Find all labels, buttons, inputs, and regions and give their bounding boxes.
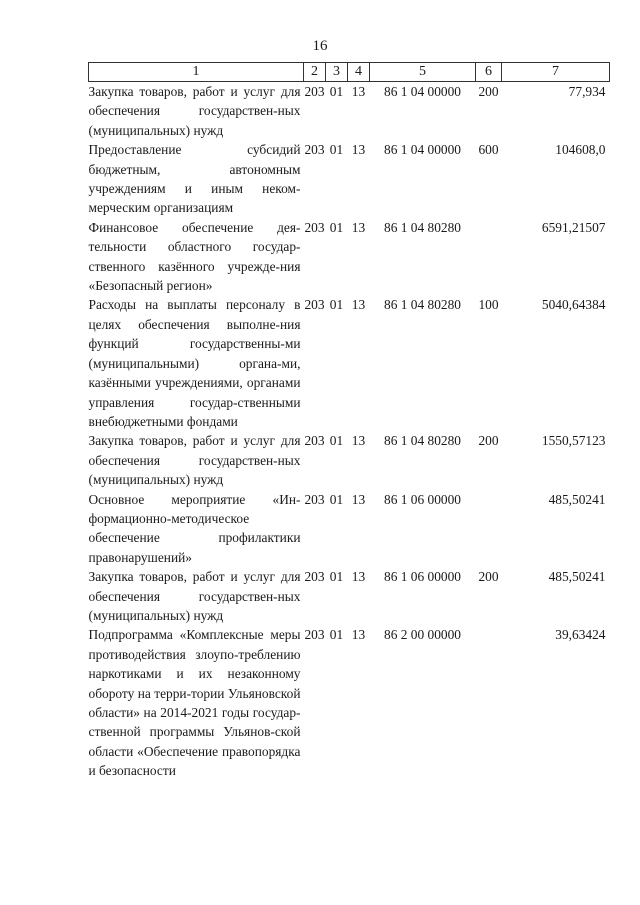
row-code-5-cell: 86 1 04 80280 [384,433,461,449]
table-row [89,490,610,568]
header-row [89,63,610,82]
row-name-cell: Подпрограмма «Комплексные меры противодействия злоупо-треблению наркотиками и их незаконному обороту на терри-тории Ульяновской области» на 2014-2021 годы государ-ственной программы Ульянов-ской области «Обеспечение правопорядка и безопасности [88,627,301,779]
header-cell: 5 [370,63,476,82]
row-code-3-cell: 01 [329,219,344,235]
row-name-cell: Предоставление субсидий бюджетным, автономным учреждениям и иным неком-мерческим организациям [88,142,301,216]
row-code-2-cell: 203 [304,297,325,313]
row-code-5-cell: 86 1 04 00000 [384,84,461,99]
row-amount-cell: 77,934 [568,84,606,99]
row-code-6-cell: 200 [478,84,499,99]
row-code-5-cell: 86 1 04 80280 [384,297,461,313]
row-amount-cell: 485,50241 [548,569,606,585]
row-code-4-cell: 13 [351,297,366,313]
row-code-3-cell: 01 [329,297,344,313]
row-code-6-cell: 600 [478,142,499,158]
header-cell: 6 [476,63,502,82]
row-amount-cell: 485,50241 [548,491,606,507]
row-amount-cell: 1550,57123 [541,433,606,449]
row-amount-cell: 104608,0 [555,142,606,158]
row-amount-cell: 39,63424 [555,627,606,643]
table-row [89,625,610,780]
row-code-5-cell: 86 1 06 00000 [384,569,461,585]
row-code-4-cell: 13 [351,627,366,643]
header-cell: 3 [326,63,348,82]
page-number: 16 [312,38,328,54]
row-code-6-cell [476,490,502,568]
row-code-4-cell: 13 [351,569,366,585]
table-row [89,82,610,141]
row-code-4-cell: 13 [351,219,366,235]
row-name-cell: Основное мероприятие «Ин-формационно-методическое обеспечение профилактики правонарушений» [88,491,301,565]
row-code-3-cell: 01 [329,627,344,643]
table-row [89,567,610,625]
row-code-3-cell: 01 [329,569,344,585]
row-code-6-cell [476,218,502,296]
row-code-2-cell: 203 [304,627,325,643]
header-cell: 7 [502,63,610,82]
row-code-5-cell: 86 1 06 00000 [384,491,461,507]
header-cell: 4 [348,63,370,82]
row-code-6-cell [476,625,502,780]
row-code-4-cell: 13 [351,433,366,449]
row-code-2-cell: 203 [304,84,325,99]
row-name-cell: Закупка товаров, работ и услуг для обеспечения государствен-ных (муниципальных) нужд [88,569,301,623]
row-code-2-cell: 203 [304,142,325,158]
row-code-3-cell: 01 [329,142,344,158]
row-code-2-cell: 203 [304,491,325,507]
table-body [89,82,610,781]
budget-table [88,62,610,781]
header-cell: 2 [304,63,326,82]
row-code-3-cell: 01 [329,491,344,507]
table-row [89,431,610,489]
row-name-cell: Закупка товаров, работ и услуг для обеспечения государствен-ных (муниципальных) нужд [88,433,301,488]
row-code-4-cell: 13 [351,491,366,507]
table-row [89,140,610,218]
row-code-6-cell: 100 [478,297,499,313]
row-code-3-cell: 01 [329,433,344,449]
row-code-5-cell: 86 1 04 80280 [384,219,461,235]
header-cell: 1 [89,63,304,82]
row-code-5-cell: 86 1 04 00000 [384,142,461,158]
table-row [89,218,610,296]
row-code-2-cell: 203 [304,219,325,235]
table-row [89,295,610,431]
row-name-cell: Финансовое обеспечение дея-тельности областного государ-ственного казённого учрежде-ния «Безопасный регион» [88,219,301,294]
row-name-cell: Закупка товаров, работ и услуг для обеспечения государствен-ных (муниципальных) нужд [88,84,301,138]
row-code-2-cell: 203 [304,433,325,449]
row-amount-cell: 5040,64384 [541,297,606,313]
row-code-2-cell: 203 [304,569,325,585]
row-code-4-cell: 13 [351,84,366,99]
row-code-6-cell: 200 [478,569,499,585]
row-amount-cell: 6591,21507 [541,219,606,235]
row-code-5-cell: 86 2 00 00000 [384,627,461,643]
row-code-6-cell: 200 [478,433,499,449]
row-code-4-cell: 13 [351,142,366,158]
row-code-3-cell: 01 [329,84,344,99]
row-name-cell: Расходы на выплаты персоналу в целях обеспечения выполне-ния функций государственны-ми (муниципальными) органа-ми, казёнными учреждениями, органами управления государ-ственными внебюджетными фондами [88,297,301,429]
